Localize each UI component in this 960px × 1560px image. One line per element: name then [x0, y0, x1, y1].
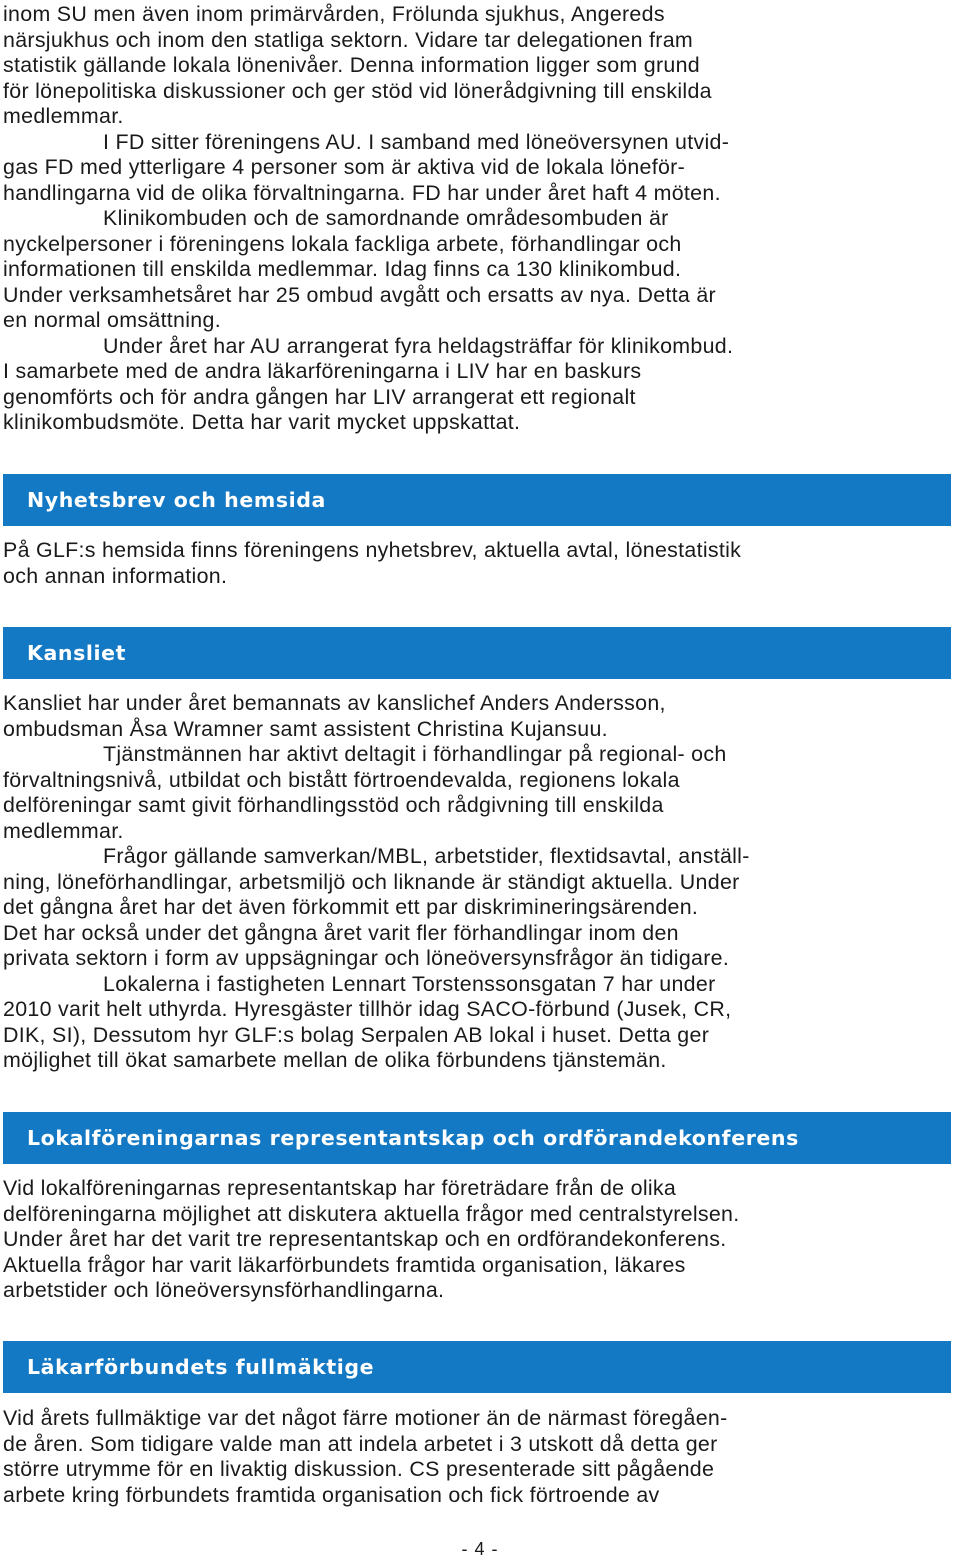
section-text-representantskap [3, 1176, 955, 1304]
text-line: Kansliet har under året bemannats av kanslichef Anders Andersson, [3, 691, 666, 715]
text-line: en normal omsättning. [3, 308, 221, 332]
text-line: förvaltningsnivå, utbildat och bistått förtroendevalda, regionens lokala [3, 767, 680, 792]
text-line: 2010 varit helt uthyrda. Hyresgäster tillhör idag SACO-förbund (Jusek, CR, [3, 997, 732, 1021]
text-line: Under verksamhetsåret har 25 ombud avgått och ersatts av nya. Detta är [3, 282, 716, 307]
text-line: möjlighet till ökat samarbete mellan de olika förbundens tjänstemän. [3, 1048, 667, 1072]
text-line: privata sektorn i form av uppsägningar och löneöversynsfrågor än tidigare. [3, 946, 730, 970]
text-line: Klinikombuden och de samordnande områdesombuden är [103, 206, 669, 230]
text-line: och annan information. [3, 563, 228, 588]
text-line: På GLF:s hemsida finns föreningens nyhetsbrev, aktuella avtal, lönestatistik [3, 538, 742, 562]
text-line: delföreningarna möjlighet att diskutera aktuella frågor med centralstyrelsen. [3, 1201, 740, 1226]
text-line: det gångna året har det även förkommit ett par diskrimineringsärenden. [3, 895, 699, 919]
text-line: informationen till enskilda medlemmar. Idag finns ca 130 klinikombud. [3, 257, 682, 281]
page-number: - 4 - [461, 1539, 499, 1559]
section-text-kansliet [3, 691, 955, 1074]
text-line: arbetstider och löneöversynsförhandlingarna. [3, 1278, 445, 1302]
text-line: ning, löneförhandlingar, arbetsmiljö och liknande är ständigt aktuella. Under [3, 869, 740, 894]
text-line: gas FD med ytterligare 4 personer som är aktiva vid de lokala löneför- [3, 155, 686, 179]
section-heading-kansliet: Kansliet [3, 627, 951, 679]
text-line: för lönepolitiska diskussioner och ger stöd vid lönerådgivning till enskilda [3, 78, 712, 103]
text-line: Aktuella frågor har varit läkarförbundets framtida organisation, läkares [3, 1252, 686, 1277]
text-line: handlingarna vid de olika förvaltningarna. FD har under året haft 4 möten. [3, 180, 721, 205]
text-line: nyckelpersoner i föreningens lokala fackliga arbete, förhandlingar och [3, 231, 682, 256]
text-line: Under året har AU arrangerat fyra heldagsträffar för klinikombud. [103, 333, 734, 358]
text-line: Frågor gällande samverkan/MBL, arbetstider, flextidsavtal, anställ- [103, 844, 750, 868]
section-text-fullmaktige [3, 1406, 955, 1508]
intro-text [3, 2, 955, 436]
text-line: närsjukhus och inom den statliga sektorn. Vidare tar delegationen fram [3, 27, 694, 52]
text-line: Det har också under det gångna året varit fler förhandlingar inom den [3, 920, 679, 945]
text-line: medlemmar. [3, 104, 124, 128]
text-line: medlemmar. [3, 818, 124, 843]
text-line: större utrymme för en livaktig diskussion. CS presenterade sitt pågående [3, 1457, 715, 1481]
text-line: Vid lokalföreningarnas representantskap har företrädare från de olika [3, 1176, 677, 1200]
text-line: inom SU men även inom primärvården, Frölunda sjukhus, Angereds [3, 2, 665, 26]
text-line: Under året har det varit tre representantskap och en ordförandekonferens. [3, 1227, 727, 1251]
text-line: I samarbete med de andra läkarföreningarna i LIV har en baskurs [3, 359, 642, 383]
text-line: statistik gällande lokala lönenivåer. Denna information ligger som grund [3, 53, 700, 77]
text-line: Lokalerna i fastigheten Lennart Torstenssonsgatan 7 har under [103, 971, 716, 996]
text-line: Vid årets fullmäktige var det något färre motioner än de närmast föregåen- [3, 1406, 728, 1430]
text-line: arbete kring förbundets framtida organisation och fick förtroende av [3, 1482, 660, 1507]
text-line: DIK, SI), Dessutom hyr GLF:s bolag Serpalen AB lokal i huset. Detta ger [3, 1022, 710, 1047]
section-text-nyhetsbrev [3, 538, 955, 589]
section-heading-representantskap: Lokalföreningarnas representantskap och ordförandekonferens [3, 1112, 951, 1164]
text-line: delföreningar samt givit förhandlingsstöd och rådgivning till enskilda [3, 793, 664, 817]
text-line: I FD sitter föreningens AU. I samband med löneöversynen utvid- [103, 129, 730, 154]
text-line: klinikombudsmöte. Detta har varit mycket uppskattat. [3, 410, 521, 434]
text-line: genomförts och för andra gången har LIV arrangerat ett regionalt [3, 384, 636, 409]
section-heading-nyhetsbrev: Nyhetsbrev och hemsida [3, 474, 951, 526]
section-heading-fullmaktige: Läkarförbundets fullmäktige [3, 1341, 951, 1393]
text-line: ombudsman Åsa Wramner samt assistent Christina Kujansuu. [3, 716, 608, 741]
text-line: Tjänstmännen har aktivt deltagit i förhandlingar på regional- och [103, 742, 727, 766]
text-line: de åren. Som tidigare valde man att indela arbetet i 3 utskott då detta ger [3, 1431, 718, 1456]
